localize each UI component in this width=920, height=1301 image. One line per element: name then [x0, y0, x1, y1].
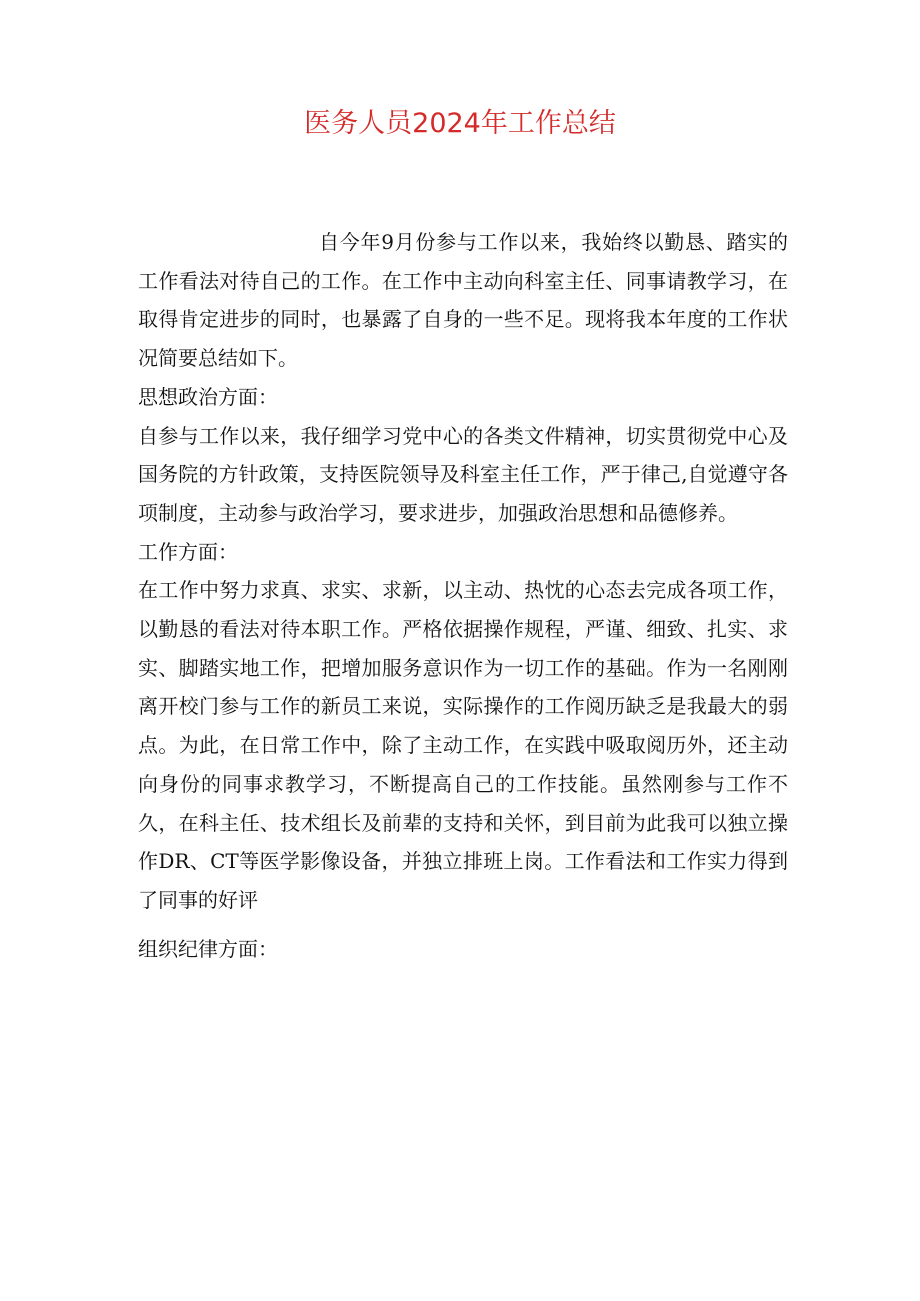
section-heading-work: 工作方面：	[138, 539, 238, 564]
section-text-work: 在工作中努力求真、求实、求新，以主动、热忱的心态去完成各项工作，以勤恳的看法对待本职工作。严格依据操作规程，严谨、细致、扎实、求实、脚踏实地工作，把增加服务意识作为一切工作的基础。作为一名刚刚离开校门参与工作的新员工来说，实际操作的工作阅历缺乏是我最大的弱点。为此，在日常工作中，除了主动工作，在实践中吸取阅历外，还主动向身份的同事求教学习，不断提高自己的工作技能。虽然刚参与工作不久，在科主任、技术组长及前辈的支持和关怀，到目前为此我可以独立操作DR、CT等医学影像设备，并独立排班上岗。工作看法和工作实力得到了同事的好评	[138, 578, 788, 912]
intro-paragraph: 自今年9月份参与工作以来，我始终以勤恳、踏实的工作看法对待自己的工作。在工作中主动向科室主任、同事请教学习，在取得肯定进步的同时，也暴露了自身的一些不足。现将我本年度的工作状况简要总结如下。	[138, 230, 788, 371]
document-title: 医务人员2024年工作总结	[304, 108, 616, 139]
document-body	[138, 223, 788, 968]
section-heading-discipline: 组织纪律方面：	[138, 936, 278, 961]
section-text-politics: 自参与工作以来，我仔细学习党中心的各类文件精神，切实贯彻党中心及国务院的方针政策，支持医院领导及科室主任工作，严于律己,自觉遵守各项制度，主动参与政治学习，要求进步，加强政治思想和品德修养。	[138, 423, 788, 525]
section-heading-politics: 思想政治方面：	[138, 384, 278, 409]
